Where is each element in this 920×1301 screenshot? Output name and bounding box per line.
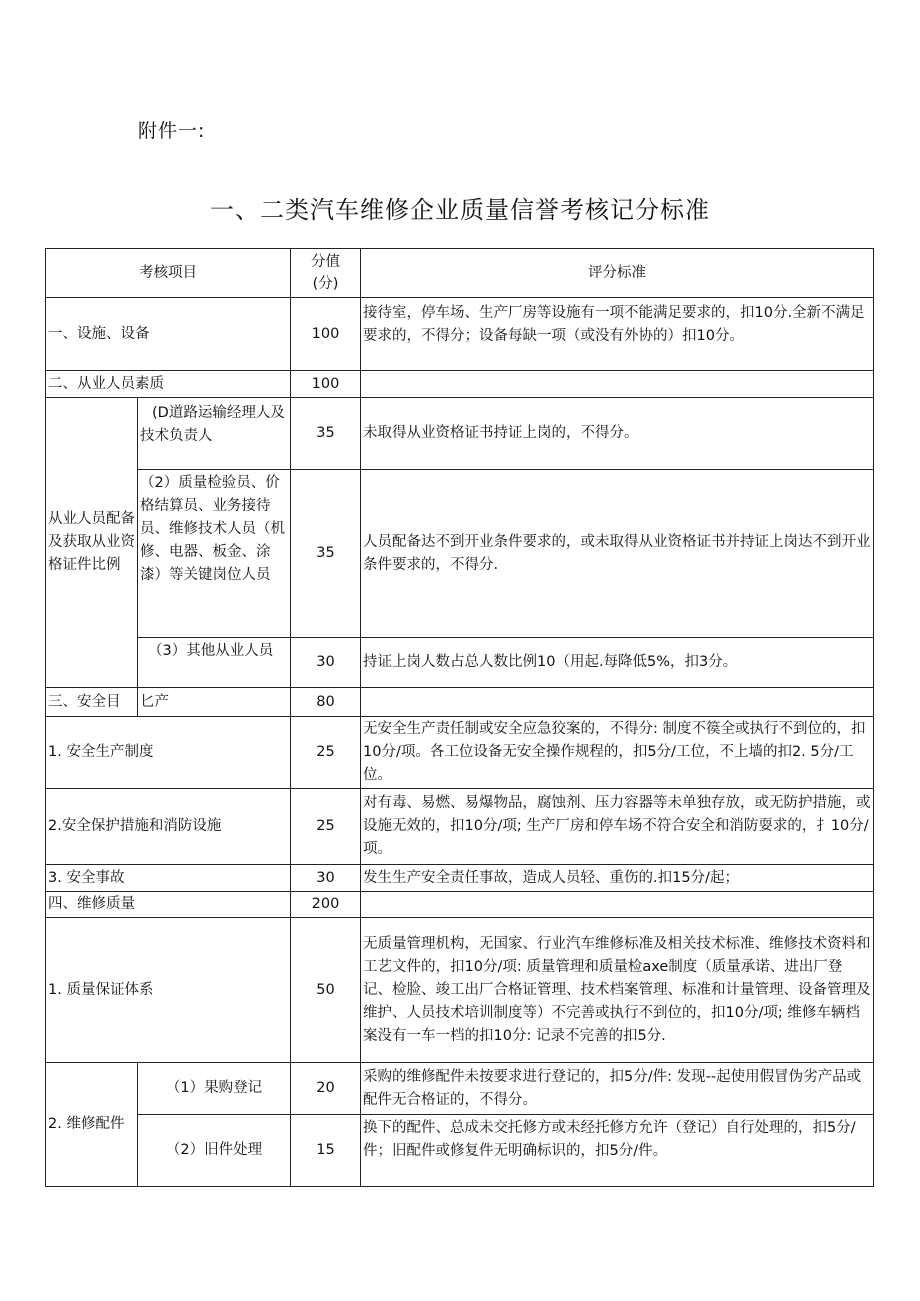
row-item: 1. 质量保证体系 bbox=[46, 918, 291, 1063]
row-item: 2.安全保护措施和消防设施 bbox=[46, 789, 291, 865]
row-score: 100 bbox=[291, 298, 361, 371]
row-criteria: 无质量管理机构，无国家、行业汽车维修标准及相关技术标准、维修技术资料和工艺文件的，扣10分/项: 质量管理和质量检axe制度（质量承诺、进出厂登记、检脸、竣工出厂合格证管理、技术档案管理、标准和计量管理、设备管理及维护、人员技术培训制度等）不完善或执行不到位的，扣10分/项; 维修车辆档案没有一车一档的扣10分: 记录不完善的扣5分. bbox=[361, 918, 874, 1063]
table-row bbox=[46, 371, 874, 398]
row-score: 25 bbox=[291, 717, 361, 789]
scoring-table bbox=[45, 248, 874, 1187]
table-row bbox=[46, 717, 874, 789]
header-score: 分值 (分) bbox=[291, 249, 361, 298]
row-criteria bbox=[361, 688, 874, 717]
table-row bbox=[46, 789, 874, 865]
table-row bbox=[46, 918, 874, 1063]
row-criteria: 持证上岗人数占总人数比例10（用起.每降低5%，扣3分。 bbox=[361, 638, 874, 688]
row-score: 50 bbox=[291, 918, 361, 1063]
table-row bbox=[46, 398, 874, 470]
row-item: （1）果购登记 bbox=[138, 1063, 291, 1115]
table-row bbox=[46, 298, 874, 371]
row-item: 一、设施、设备 bbox=[46, 298, 291, 371]
row-item: 3. 安全事故 bbox=[46, 865, 291, 892]
row-item-cont: 匕产 bbox=[138, 688, 291, 717]
row-item: 四、维修质量 bbox=[46, 892, 291, 918]
row-score: 200 bbox=[291, 892, 361, 918]
row-criteria: 发生生产安全责任事故，造成人员轻、重伤的.扣15分/起； bbox=[361, 865, 874, 892]
row-criteria: 未取得从业资格证书持证上岗的，不得分。 bbox=[361, 398, 874, 470]
row-score: 30 bbox=[291, 638, 361, 688]
row-criteria: 人员配备达不到开业条件要求的，或未取得从业资格证书并持证上岗达不到开业条件要求的，不得分. bbox=[361, 470, 874, 638]
table-row bbox=[46, 865, 874, 892]
row-score: 30 bbox=[291, 865, 361, 892]
row-item: （3）其他从业人员 bbox=[138, 638, 291, 688]
row-item: 1. 安全生产制度 bbox=[46, 717, 291, 789]
row-score: 35 bbox=[291, 398, 361, 470]
row-score: 80 bbox=[291, 688, 361, 717]
row-criteria: 采购的维修配件未按要求进行登记的，扣5分/件: 发现--起使用假冒伪劣产品或配件无合格证的，不得分。 bbox=[361, 1063, 874, 1115]
table-header-row bbox=[46, 249, 874, 298]
table-row bbox=[46, 638, 874, 688]
header-criteria: 评分标准 bbox=[361, 249, 874, 298]
row-criteria bbox=[361, 892, 874, 918]
row-score: 35 bbox=[291, 470, 361, 638]
row-item: 三、安全目 bbox=[46, 688, 138, 717]
row-score: 15 bbox=[291, 1115, 361, 1187]
row-item: （2）质量检验员、价格结算员、业务接待员、维修技术人员（机修、电器、板金、涂漆）等关键岗位人员 bbox=[138, 470, 291, 638]
row-criteria bbox=[361, 371, 874, 398]
row-criteria: 对有毒、易燃、易爆物品，腐蚀剂、压力容器等未单独存放，或无防护措施，或设施无效的，扣10分/项; 生产厂房和停车场不符合安全和消防耍求的，扌10分/项。 bbox=[361, 789, 874, 865]
table-row bbox=[46, 688, 874, 717]
row-criteria: 换下的配件、总成未交托修方或未经托修方允许（登记）自行处理的，扣5分/件；旧配件或修复件无明确标识的，扣5分/件。 bbox=[361, 1115, 874, 1187]
row-criteria: 无安全生产责任制或安全应急狡案的，不得分: 制度不篌全或执行不到位的，扣10分/项。各工位设备无安全操作规程的，扣5分/工位，不上墙的扣2. 5分/工位。 bbox=[361, 717, 874, 789]
row-criteria: 接待室，停车场、生产厂房等设施有一项不能满足要求的，扣10分.全新不满足要求的，不得分；设备每缺一项（或没有外协的）扣10分。 bbox=[361, 298, 874, 371]
row-item: 二、从业人员素质 bbox=[46, 371, 291, 398]
document-title: 一、二类汽车维修企业质量信誉考核记分标准 bbox=[210, 196, 710, 224]
row-group-label: 2. 维修配件 bbox=[46, 1063, 138, 1187]
table-row bbox=[46, 470, 874, 638]
row-group-label: 从业人员配备及获取从业资格证件比例 bbox=[46, 398, 138, 688]
table-row bbox=[46, 1115, 874, 1187]
table-row bbox=[46, 892, 874, 918]
table-row bbox=[46, 1063, 874, 1115]
header-item: 考核项目 bbox=[46, 249, 291, 298]
row-score: 25 bbox=[291, 789, 361, 865]
attachment-label: 附件一: bbox=[138, 120, 206, 142]
row-score: 100 bbox=[291, 371, 361, 398]
row-item: (D道路运输经理人及技术负责人 bbox=[138, 398, 291, 470]
row-item: （2）旧件处理 bbox=[138, 1115, 291, 1187]
row-score: 20 bbox=[291, 1063, 361, 1115]
